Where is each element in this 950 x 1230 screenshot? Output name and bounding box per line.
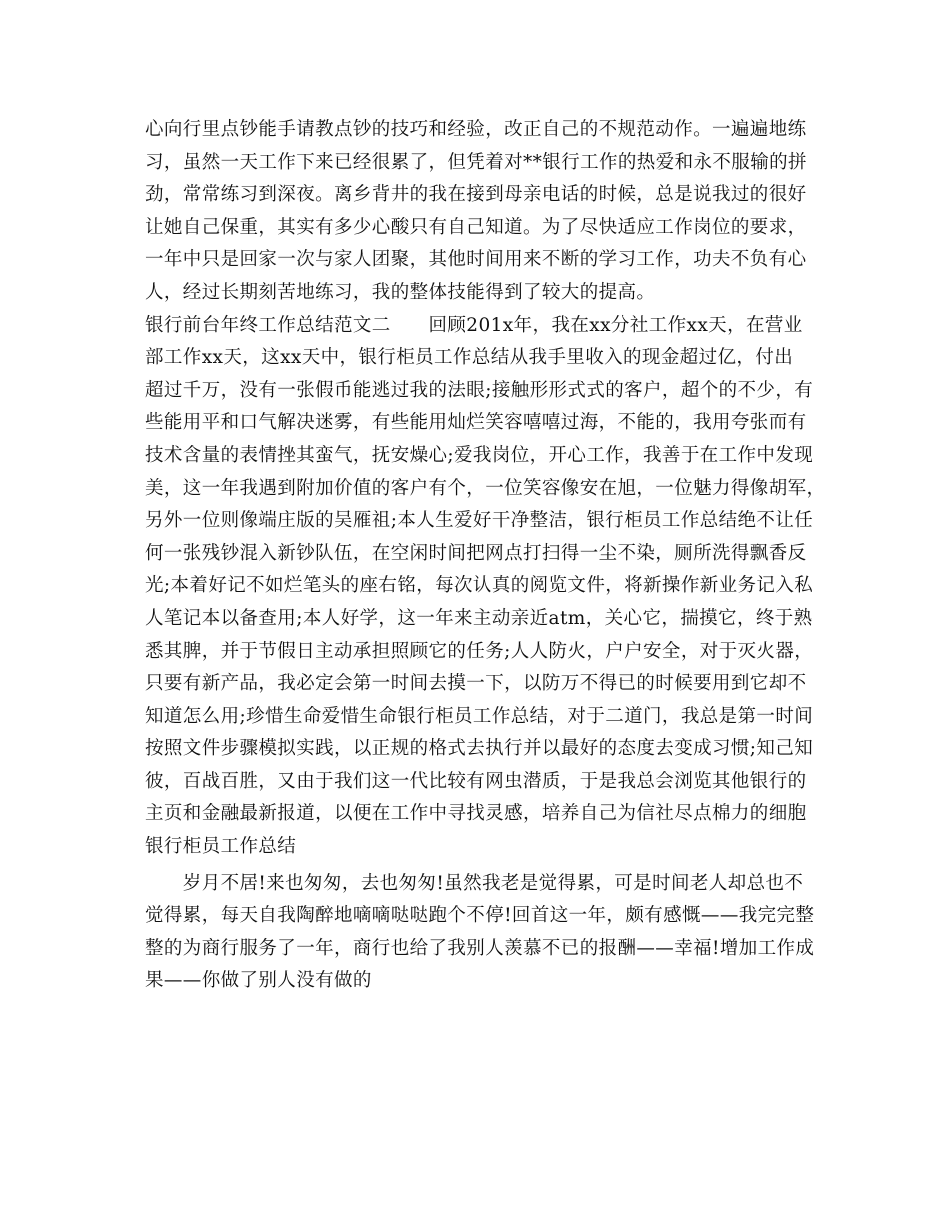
text-line: 果——你做了别人没有做的 — [145, 970, 372, 992]
text-line: 习，虽然一天工作下来已经很累了，但凭着对**银行工作的热爱和永不服输的拼 — [145, 151, 807, 173]
text-line: 美，这一年我遇到附加价值的客户有个，一位笑容像安在旭，一位魅力得像胡军， — [145, 477, 826, 499]
text-line: 另外一位则像端庄版的吴雁祖;本人生爱好干净整洁，银行柜员工作总结绝不让任 — [145, 510, 814, 532]
text-line: 让她自己保重，其实有多少心酸只有自己知道。为了尽快适应工作岗位的要求， — [145, 216, 807, 238]
text-line: 整的为商行服务了一年，商行也给了我别人羡慕不已的报酬——幸福!增加工作成 — [145, 937, 815, 959]
text-line: 劲，常常练习到深夜。离乡背井的我在接到母亲电话的时候，总是说我过的很好 — [145, 184, 807, 206]
text-line: 知道怎么用;珍惜生命爱惜生命银行柜员工作总结，对于二道门，我总是第一时间 — [145, 705, 814, 727]
text-line: 一年中只是回家一次与家人团聚，其他时间用来不断的学习工作，功夫不负有心 — [145, 249, 807, 271]
text-line: 光;本着好记不如烂笔头的座右铭，每次认真的阅览文件，将新操作新业务记入私 — [145, 575, 814, 597]
text-line: 超过千万，没有一张假币能逃过我的法眼;接触形形式式的客户，超个的不少，有 — [145, 379, 814, 401]
text-line: 心向行里点钞能手请教点钞的技巧和经验，改正自己的不规范动作。一遍遍地练 — [145, 119, 807, 140]
text-line: 悉其脾，并于节假日主动承担照顾它的任务;人人防火，户户安全，对于灭火器， — [145, 640, 814, 662]
section-title-line: 银行柜员工作总结 — [145, 836, 297, 858]
text-line: 主页和金融最新报道，以便在工作中寻找灵感，培养自己为信社尽点棉力的细胞 — [145, 803, 807, 825]
text-line: 何一张残钞混入新钞队伍，在空闲时间把网点打扫得一尘不染，厕所洗得飘香反 — [145, 542, 807, 564]
section-heading-line: 银行前台年终工作总结范文二 回顾201x年，我在xx分社工作xx天，在营业 — [145, 314, 803, 336]
text-line: 彼，百战百胜，又由于我们这一代比较有网虫潜质，于是我总会浏览其他银行的 — [145, 770, 807, 792]
text-line: 技术含量的表情挫其蛮气，抚安燥心;爱我岗位，开心工作，我善于在工作中发现 — [145, 444, 814, 466]
text-line: 只要有新产品，我必定会第一时间去摸一下，以防万不得已的时候要用到它却不 — [145, 673, 807, 695]
text-line: 按照文件步骤模拟实践，以正规的格式去执行并以最好的态度去变成习惯;知己知 — [145, 738, 814, 760]
text-line: 人，经过长期刻苦地练习，我的整体技能得到了较大的提高。 — [145, 281, 656, 303]
paragraph-first-line: 岁月不居!来也匆匆，去也匆匆!虽然我老是觉得累，可是时间老人却总也不 — [145, 872, 804, 894]
document-body — [145, 114, 826, 998]
text-line: 部工作xx天，这xx天中，银行柜员工作总结从我手里收入的现金超过亿，付出 — [145, 347, 794, 369]
text-line: 觉得累，每天自我陶醉地嘀嘀哒哒跑个不停!回首这一年，颇有感慨——我完完整 — [145, 905, 815, 927]
text-line: 些能用平和口气解决迷雾，有些能用灿烂笑容嘻嘻过海，不能的，我用夸张而有 — [145, 412, 807, 434]
text-line: 人笔记本以备查用;本人好学，这一年来主动亲近atm，关心它，揣摸它，终于熟 — [145, 607, 813, 629]
